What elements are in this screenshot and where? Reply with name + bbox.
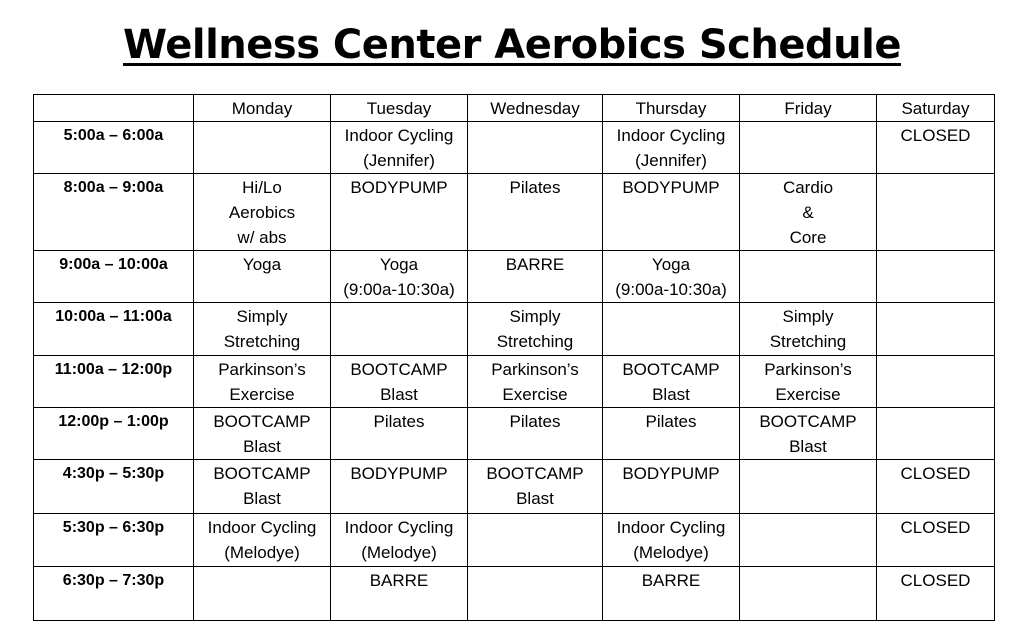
class-cell-monday bbox=[194, 514, 331, 567]
class-cell-monday bbox=[194, 460, 331, 514]
class-line: CLOSED bbox=[900, 464, 971, 483]
table-row bbox=[34, 514, 995, 567]
class-cell-saturday bbox=[877, 251, 995, 303]
class-cell-saturday bbox=[877, 408, 995, 460]
time-slot-cell: 11:00a – 12:00p bbox=[34, 356, 194, 408]
class-cell-thursday bbox=[603, 567, 740, 621]
class-line: BOOTCAMP bbox=[622, 360, 720, 379]
class-line: (Jennifer) bbox=[363, 151, 435, 170]
class-line: Indoor Cycling bbox=[344, 126, 454, 145]
table-row bbox=[34, 460, 995, 514]
class-cell-wednesday bbox=[468, 174, 603, 251]
class-line: Simply bbox=[782, 307, 834, 326]
class-line: Blast bbox=[789, 437, 827, 456]
class-line: CLOSED bbox=[900, 571, 971, 590]
class-cell-friday bbox=[740, 514, 877, 567]
table-row bbox=[34, 567, 995, 621]
class-line: Core bbox=[789, 228, 827, 247]
table-row bbox=[34, 251, 995, 303]
class-line: Exercise bbox=[229, 385, 295, 404]
class-line: BARRE bbox=[369, 571, 429, 590]
day-header-monday: Monday bbox=[194, 95, 331, 122]
class-line: BARRE bbox=[641, 571, 701, 590]
class-line: w/ abs bbox=[237, 228, 287, 247]
class-cell-saturday bbox=[877, 174, 995, 251]
time-slot-cell: 6:30p – 7:30p bbox=[34, 567, 194, 621]
class-cell-wednesday bbox=[468, 251, 603, 303]
class-cell-thursday bbox=[603, 174, 740, 251]
day-header-friday: Friday bbox=[740, 95, 877, 122]
class-cell-saturday bbox=[877, 567, 995, 621]
class-cell-thursday bbox=[603, 251, 740, 303]
class-line: Parkinson’s bbox=[218, 360, 306, 379]
class-line: Yoga bbox=[242, 255, 282, 274]
class-line: BOOTCAMP bbox=[759, 412, 857, 431]
class-line: BOOTCAMP bbox=[213, 464, 311, 483]
class-cell-monday bbox=[194, 174, 331, 251]
class-cell-thursday bbox=[603, 122, 740, 174]
class-cell-tuesday bbox=[331, 251, 468, 303]
class-line: Cardio bbox=[782, 178, 834, 197]
class-line: Exercise bbox=[775, 385, 841, 404]
class-line: Indoor Cycling bbox=[207, 518, 317, 537]
class-line: CLOSED bbox=[900, 126, 971, 145]
class-cell-saturday bbox=[877, 514, 995, 567]
class-line: Indoor Cycling bbox=[616, 126, 726, 145]
table-row bbox=[34, 122, 995, 174]
class-line: Simply bbox=[236, 307, 288, 326]
class-line: Stretching bbox=[223, 332, 301, 351]
class-line: Hi/Lo bbox=[242, 178, 282, 197]
class-line: Simply bbox=[509, 307, 561, 326]
time-slot-cell: 5:00a – 6:00a bbox=[34, 122, 194, 174]
table-row bbox=[34, 408, 995, 460]
page-title-text: Wellness Center Aerobics Schedule bbox=[123, 22, 901, 68]
table-header-row bbox=[34, 95, 995, 122]
table-row bbox=[34, 303, 995, 356]
page-title bbox=[0, 18, 1024, 72]
class-line: Pilates bbox=[509, 412, 561, 431]
class-cell-monday bbox=[194, 356, 331, 408]
class-cell-monday bbox=[194, 251, 331, 303]
class-cell-friday bbox=[740, 251, 877, 303]
class-line: Pilates bbox=[645, 412, 697, 431]
class-cell-monday bbox=[194, 567, 331, 621]
class-line: Blast bbox=[652, 385, 690, 404]
class-line: Blast bbox=[243, 437, 281, 456]
class-line: Pilates bbox=[373, 412, 425, 431]
class-cell-wednesday bbox=[468, 514, 603, 567]
class-line: BODYPUMP bbox=[350, 464, 448, 483]
class-line: BOOTCAMP bbox=[486, 464, 584, 483]
class-cell-thursday bbox=[603, 408, 740, 460]
class-cell-wednesday bbox=[468, 122, 603, 174]
class-cell-thursday bbox=[603, 460, 740, 514]
class-line: Stretching bbox=[769, 332, 847, 351]
class-cell-friday bbox=[740, 356, 877, 408]
class-cell-monday bbox=[194, 408, 331, 460]
class-cell-tuesday bbox=[331, 122, 468, 174]
class-cell-saturday bbox=[877, 356, 995, 408]
class-cell-tuesday bbox=[331, 567, 468, 621]
class-line: Pilates bbox=[509, 178, 561, 197]
class-line: Blast bbox=[243, 489, 281, 508]
class-cell-saturday bbox=[877, 122, 995, 174]
class-cell-friday bbox=[740, 174, 877, 251]
class-line: (Jennifer) bbox=[635, 151, 707, 170]
class-cell-thursday bbox=[603, 514, 740, 567]
class-cell-saturday bbox=[877, 303, 995, 356]
day-header-saturday: Saturday bbox=[877, 95, 995, 122]
class-line: (Melodye) bbox=[224, 543, 300, 562]
class-cell-monday bbox=[194, 303, 331, 356]
class-cell-tuesday bbox=[331, 174, 468, 251]
class-cell-friday bbox=[740, 408, 877, 460]
class-line: BOOTCAMP bbox=[213, 412, 311, 431]
day-header-wednesday: Wednesday bbox=[468, 95, 603, 122]
time-slot-cell: 4:30p – 5:30p bbox=[34, 460, 194, 514]
class-line: BODYPUMP bbox=[622, 178, 720, 197]
time-slot-cell: 12:00p – 1:00p bbox=[34, 408, 194, 460]
class-cell-friday bbox=[740, 460, 877, 514]
class-line: (Melodye) bbox=[361, 543, 437, 562]
class-cell-thursday bbox=[603, 303, 740, 356]
class-cell-wednesday bbox=[468, 303, 603, 356]
class-line: BOOTCAMP bbox=[350, 360, 448, 379]
class-cell-wednesday bbox=[468, 567, 603, 621]
class-cell-tuesday bbox=[331, 514, 468, 567]
class-cell-friday bbox=[740, 122, 877, 174]
schedule-table bbox=[33, 94, 995, 621]
class-cell-tuesday bbox=[331, 460, 468, 514]
class-cell-wednesday bbox=[468, 408, 603, 460]
class-line: (9:00a-10:30a) bbox=[343, 280, 455, 299]
corner-cell bbox=[34, 95, 194, 122]
class-line: (Melodye) bbox=[633, 543, 709, 562]
class-line: Aerobics bbox=[228, 203, 296, 222]
class-line: (9:00a-10:30a) bbox=[615, 280, 727, 299]
class-cell-tuesday bbox=[331, 303, 468, 356]
class-line: BODYPUMP bbox=[622, 464, 720, 483]
class-line: BODYPUMP bbox=[350, 178, 448, 197]
class-line: Yoga bbox=[379, 255, 419, 274]
class-cell-tuesday bbox=[331, 356, 468, 408]
class-line: Parkinson’s bbox=[764, 360, 852, 379]
class-cell-friday bbox=[740, 567, 877, 621]
class-cell-wednesday bbox=[468, 460, 603, 514]
class-line: Parkinson’s bbox=[491, 360, 579, 379]
class-line: Indoor Cycling bbox=[616, 518, 726, 537]
table-row bbox=[34, 174, 995, 251]
class-cell-wednesday bbox=[468, 356, 603, 408]
class-line: Exercise bbox=[502, 385, 568, 404]
time-slot-cell: 5:30p – 6:30p bbox=[34, 514, 194, 567]
table-row bbox=[34, 356, 995, 408]
class-line: Blast bbox=[516, 489, 554, 508]
class-cell-friday bbox=[740, 303, 877, 356]
class-cell-thursday bbox=[603, 356, 740, 408]
class-line: & bbox=[802, 203, 814, 222]
schedule-body bbox=[34, 122, 995, 621]
class-line: CLOSED bbox=[900, 518, 971, 537]
class-line: BARRE bbox=[505, 255, 565, 274]
time-slot-cell: 9:00a – 10:00a bbox=[34, 251, 194, 303]
class-cell-monday bbox=[194, 122, 331, 174]
time-slot-cell: 10:00a – 11:00a bbox=[34, 303, 194, 356]
class-line: Indoor Cycling bbox=[344, 518, 454, 537]
day-header-tuesday: Tuesday bbox=[331, 95, 468, 122]
class-cell-tuesday bbox=[331, 408, 468, 460]
time-slot-cell: 8:00a – 9:00a bbox=[34, 174, 194, 251]
class-line: Stretching bbox=[496, 332, 574, 351]
class-line: Blast bbox=[380, 385, 418, 404]
class-line: Yoga bbox=[651, 255, 691, 274]
day-header-thursday: Thursday bbox=[603, 95, 740, 122]
class-cell-saturday bbox=[877, 460, 995, 514]
